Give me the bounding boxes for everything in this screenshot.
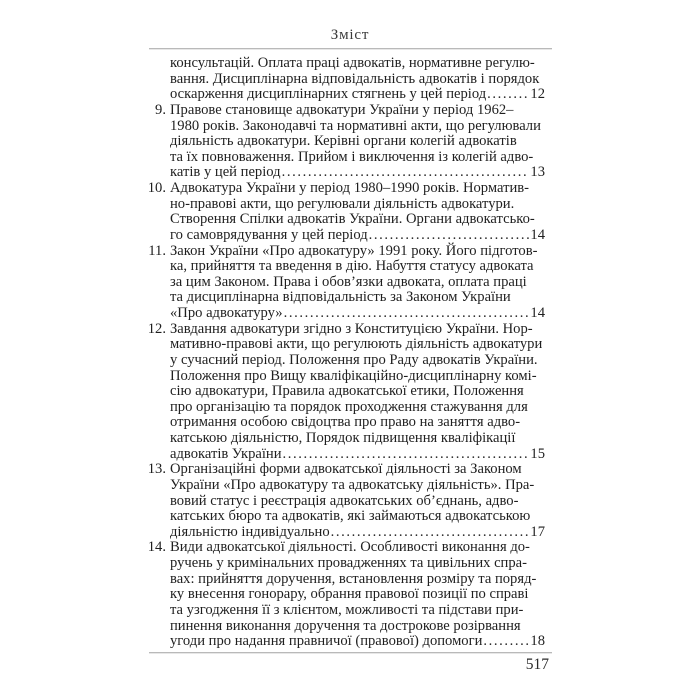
toc-entry-number: 13.: [147, 461, 166, 478]
dot-leader: [369, 228, 530, 244]
dot-leader: [284, 306, 530, 322]
toc-entry-line: катів у цей період: [170, 164, 281, 181]
dot-leader: [283, 447, 530, 463]
toc-entry-line: та їх повноваження. Прийом і виключення із колегій адво-: [170, 148, 534, 165]
toc-entry-line: Види адвокатської діяльності. Особливості виконання до-: [170, 539, 530, 556]
header-divider: [149, 48, 552, 49]
toc-entry-page: 17: [530, 523, 545, 540]
toc-entry-line: катською діяльністю, Порядок підвищення кваліфікації: [170, 430, 516, 446]
toc-entry-last-line: [170, 87, 545, 103]
toc-entry-line: Закон України «Про адвокатуру» 1991 року. Його підготов-: [170, 242, 538, 259]
toc-entry-line: ку внесення гонорару, обрання правової позиції по справі: [170, 586, 529, 603]
toc-entry-line: оскарження дисциплінарних стягнень у цей період: [170, 86, 487, 103]
toc-entry-line: ручень у кримінальних провадженнях та цивільних спра-: [170, 555, 528, 571]
toc-entry-line: 1980 років. Законодавчі та нормативні акти, що регулювали: [170, 117, 541, 134]
dot-leader: [487, 87, 529, 103]
toc-entry-last-line: [170, 634, 545, 650]
toc-entry-line: Положення про Вищу кваліфікаційно-дисциплінарну комі-: [170, 367, 537, 384]
toc-entry-line: Створення Спілки адвокатів України. Органи адвокатсько-: [170, 211, 535, 228]
toc-entry-page: 12: [530, 86, 545, 103]
toc-entry-number: 11.: [148, 242, 166, 259]
toc-entry-number: 9.: [155, 101, 166, 118]
toc-entry-line: катських бюро та адвокатів, які займаються адвокатською: [170, 508, 531, 525]
toc-entry: [147, 461, 545, 540]
toc-entry-line: вовий статус і реєстрація адвокатських об’єднань, адво-: [170, 492, 519, 509]
toc-entry-number: 12.: [147, 320, 166, 337]
toc-entry-line: діяльністю індивідуально: [170, 523, 330, 540]
toc-entry: [155, 101, 545, 181]
toc-entry-line: «Про адвокатуру»: [170, 305, 283, 321]
toc-entry-page: 14: [530, 226, 545, 243]
toc-entry-last-line: [170, 447, 545, 463]
toc-entry-line: за цим Законом. Права і обов’язки адвоката, оплата праці: [170, 273, 527, 290]
toc-entry-page: 14: [530, 305, 545, 321]
toc-entry-line: ка, прийняття та введення в дію. Набуття статусу адвоката: [170, 258, 534, 275]
toc-entry-line: вах: прийняття доручення, встановлення розміру та поряд-: [170, 570, 537, 587]
toc-entry-line: отримання особою свідоцтва про право на заняття адво-: [170, 414, 521, 431]
toc-entry-line: Завдання адвокатури згідно з Конституцією України. Нор-: [170, 320, 533, 337]
toc-entry-line: та дисциплінарна відповідальність за Законом України: [170, 289, 511, 306]
toc-entry: [170, 56, 545, 103]
toc-entry-line: но-правові акти, що регулювали діяльність адвокатури.: [170, 195, 515, 212]
toc-entry-line: України «Про адвокатуру та адвокатську діяльність». Пра-: [170, 476, 535, 493]
toc-entry-page: 13: [530, 164, 545, 181]
toc-entry-last-line: [170, 228, 545, 244]
dot-leader: [331, 525, 530, 541]
toc-entry-line: го самоврядування у цей період: [170, 226, 368, 243]
toc-entry-number: 14.: [147, 539, 166, 556]
toc-entry-line: та узгодження її з клієнтом, можливості та підстави при-: [170, 601, 524, 618]
toc-entry: [147, 539, 545, 650]
toc-entry: [148, 242, 545, 322]
toc-entry: [147, 320, 545, 463]
toc-list: [147, 55, 545, 650]
toc-entry-line: діяльність адвокатури. Керівні органи колегій адвокатів: [170, 133, 517, 150]
page-number: 517: [525, 656, 549, 673]
toc-entry-page: 15: [530, 445, 545, 462]
toc-entry-line: мативно-правові акти, що регулюють діяльність адвокатури: [170, 336, 543, 353]
toc-entry-line: у сучасний період. Положення про Раду адвокатів України.: [170, 351, 538, 368]
toc-entry-line: угоди про надання правничої (правової) допомоги: [170, 633, 483, 650]
toc-entry-line: про організацію та порядок проходження стажування для: [170, 398, 528, 415]
toc-entry: [147, 180, 545, 244]
toc-entry-page: 18: [530, 633, 545, 650]
toc-entry-line: вання. Дисциплінарна відповідальність адвокатів і порядок: [170, 70, 540, 87]
dot-leader: [282, 165, 530, 181]
dot-leader: [483, 634, 529, 650]
toc-entry-line: пинення виконання доручення та дострокове розірвання: [170, 617, 521, 634]
page-title: Зміст: [330, 27, 370, 43]
toc-entry-line: адвокатів України: [170, 445, 282, 462]
toc-entry-last-line: [170, 525, 545, 541]
toc-entry-line: Адвокатура України у період 1980–1990 років. Норматив-: [170, 180, 530, 196]
toc-entry-last-line: [170, 165, 545, 181]
toc-entry-line: Правове становище адвокатури України у період 1962–: [170, 101, 514, 118]
toc-entry-line: консультацій. Оплата праці адвокатів, нормативне регулю-: [170, 55, 535, 71]
toc-entry-last-line: [170, 306, 545, 322]
footer-divider: [149, 652, 552, 653]
toc-entry-number: 10.: [147, 180, 166, 196]
toc-entry-line: сію адвокатури, Правила адвокатської етики, Положення: [170, 383, 524, 400]
toc-entry-line: Організаційні форми адвокатської діяльності за Законом: [170, 461, 522, 478]
